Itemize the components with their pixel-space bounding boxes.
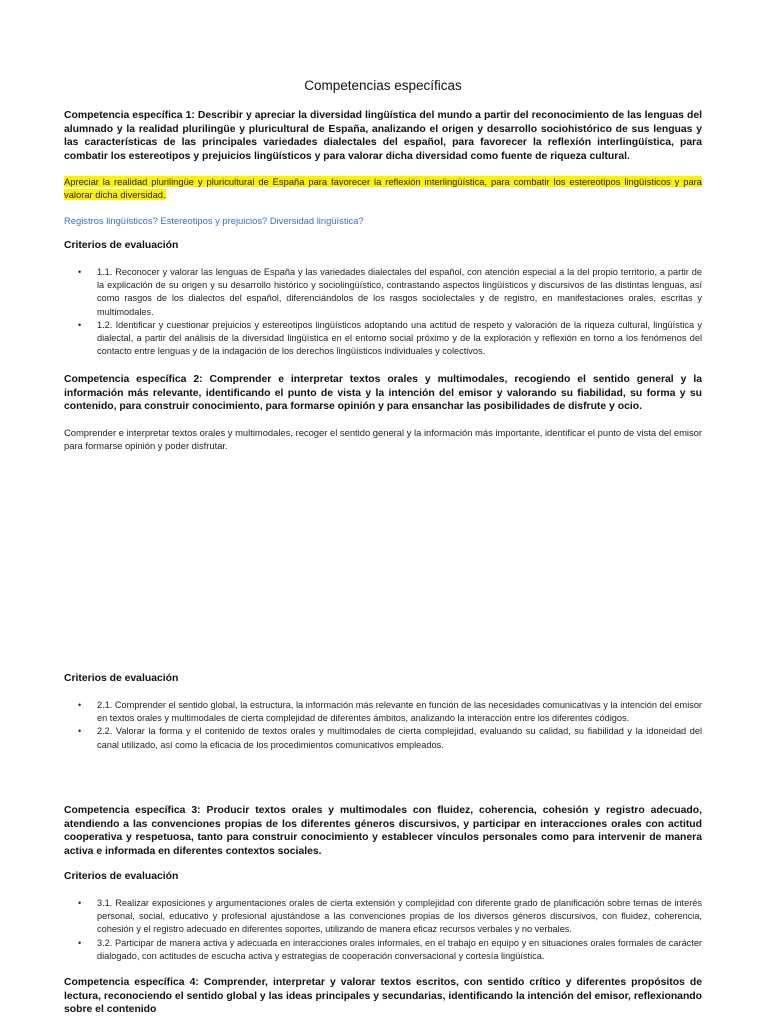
competencia-2-summary: Comprender e interpretar textos orales y multimodales, recoger el sentido general y la información más importante, identificar el punto de vista del emisor para formarse opinión y poder disfrutar. <box>64 427 702 452</box>
competencia-1-questions: Registros lingüísticos? Estereotipos y prejuicios? Diversidad lingüística? <box>64 215 364 226</box>
criterios-1-title: Criterios de evaluación <box>64 240 179 251</box>
competencia-3-heading: Competencia específica 3: Producir textos orales y multimodales con fluidez, coherencia, cohesión y registro adecuado, atendiendo a las convenciones propias de los diferentes géneros discursivos, y participar en interacciones orales con actitud cooperativa y respetuosa, tanto para construir conocimiento y establecer vínculos personales como para intervenir de manera activa e informada en diferentes contextos sociales. <box>64 805 702 857</box>
criterios-2-list <box>64 699 702 752</box>
competencia-2-heading: Competencia específica 2: Comprender e interpretar textos orales y multimodales, recogiendo el sentido general y la información más relevante, identificando el punto de vista y la intención del emisor y valorando su fiabilidad, su forma y su contenido, para construir conocimiento, para formarse opinión y para ensanchar las posibilidades de disfrute y ocio. <box>64 374 702 413</box>
competencia-4-heading: Competencia específica 4: Comprender, interpretar y valorar textos escritos, con sentido crítico y diferentes propósitos de lectura, reconociendo el sentido global y las ideas principales y secundarias, identificando la intención del emisor, reflexionando sobre el contenido <box>64 977 702 1016</box>
competencia-1-heading: Competencia específica 1: Describir y apreciar la diversidad lingüística del mundo a partir del reconocimiento de las lenguas del alumnado y la realidad plurilingüe y pluricultural de España, analizando el origen y desarrollo sociohistórico de sus lenguas y las características de las principales variedades dialectales del español, para favorecer la reflexión interlingüística, para combatir los estereotipos y prejuicios lingüísticos y para valorar dicha diversidad como fuente de riqueza cultural. <box>64 110 702 162</box>
criterio-1-2: • 1.2. Identificar y cuestionar prejuicios y estereotipos lingüísticos adoptando una actitud de respeto y valoración de la riqueza cultural, lingüística y dialectal, a partir del análisis de la diversidad lingüística en el entorno social próximo y de la exploración y reflexión en torno a los fenómenos del contacto entre lenguas y de la indagación de los derechos lingüísticos individuales y colectivos. <box>64 319 702 359</box>
page-title: Competencias específicas <box>304 78 462 93</box>
criterio-1-1: • 1.1. Reconocer y valorar las lenguas de España y las variedades dialectales del español, con atención especial a la del propio territorio, a partir de la explicación de su origen y su desarrollo histórico y sociolingüístico, contrastando aspectos lingüísticos y discursivos de las distintas lenguas, así como rasgos de los dialectos del español, diferenciándolos de los rasgos sociolectales y de registro, en manifestaciones orales, escritas y multimodales. <box>64 266 702 319</box>
criterios-1-list <box>64 266 702 358</box>
criterio-2-2: • 2.2. Valorar la forma y el contenido de textos orales y multimodales de cierta complejidad, evaluando su calidad, su fiabilidad y la idoneidad del canal utilizado, así como la eficacia de los procedimientos comunicativos empleados. <box>64 725 702 751</box>
criterios-3-title: Criterios de evaluación <box>64 871 179 882</box>
highlighted-summary: Apreciar la realidad plurilingüe y pluricultural de España para favorecer la reflexión interlingüística, para combatir los estereotipos lingüísticos y para valorar dicha diversidad. <box>64 176 702 201</box>
criterios-2-title: Criterios de evaluación <box>64 673 179 684</box>
competencia-1-summary <box>64 175 702 202</box>
criterio-3-2: • 3.2. Participar de manera activa y adecuada en interacciones orales informales, en el trabajo en equipo y en situaciones orales formales de carácter dialogado, con actitudes de escucha activa y estrategias de cooperación conversacional y cortesía lingüística. <box>64 937 702 963</box>
criterios-3-list <box>64 897 702 963</box>
criterio-2-1: • 2.1. Comprender el sentido global, la estructura, la información más relevante en función de las necesidades comunicativas y la intención del emisor en textos orales y multimodales de cierta complejidad de diferentes ámbitos, analizando la interacción entre los diferentes códigos. <box>64 699 702 725</box>
criterio-3-1: • 3.1. Realizar exposiciones y argumentaciones orales de cierta extensión y complejidad con diferente grado de planificación sobre temas de interés personal, social, educativo y profesional ajustándose a las convenciones propias de los diversos géneros discursivos, con fluidez, coherencia, cohesión y el registro adecuado en diferentes soportes, utilizando de manera eficaz recursos verbales y no verbales. <box>64 897 702 937</box>
